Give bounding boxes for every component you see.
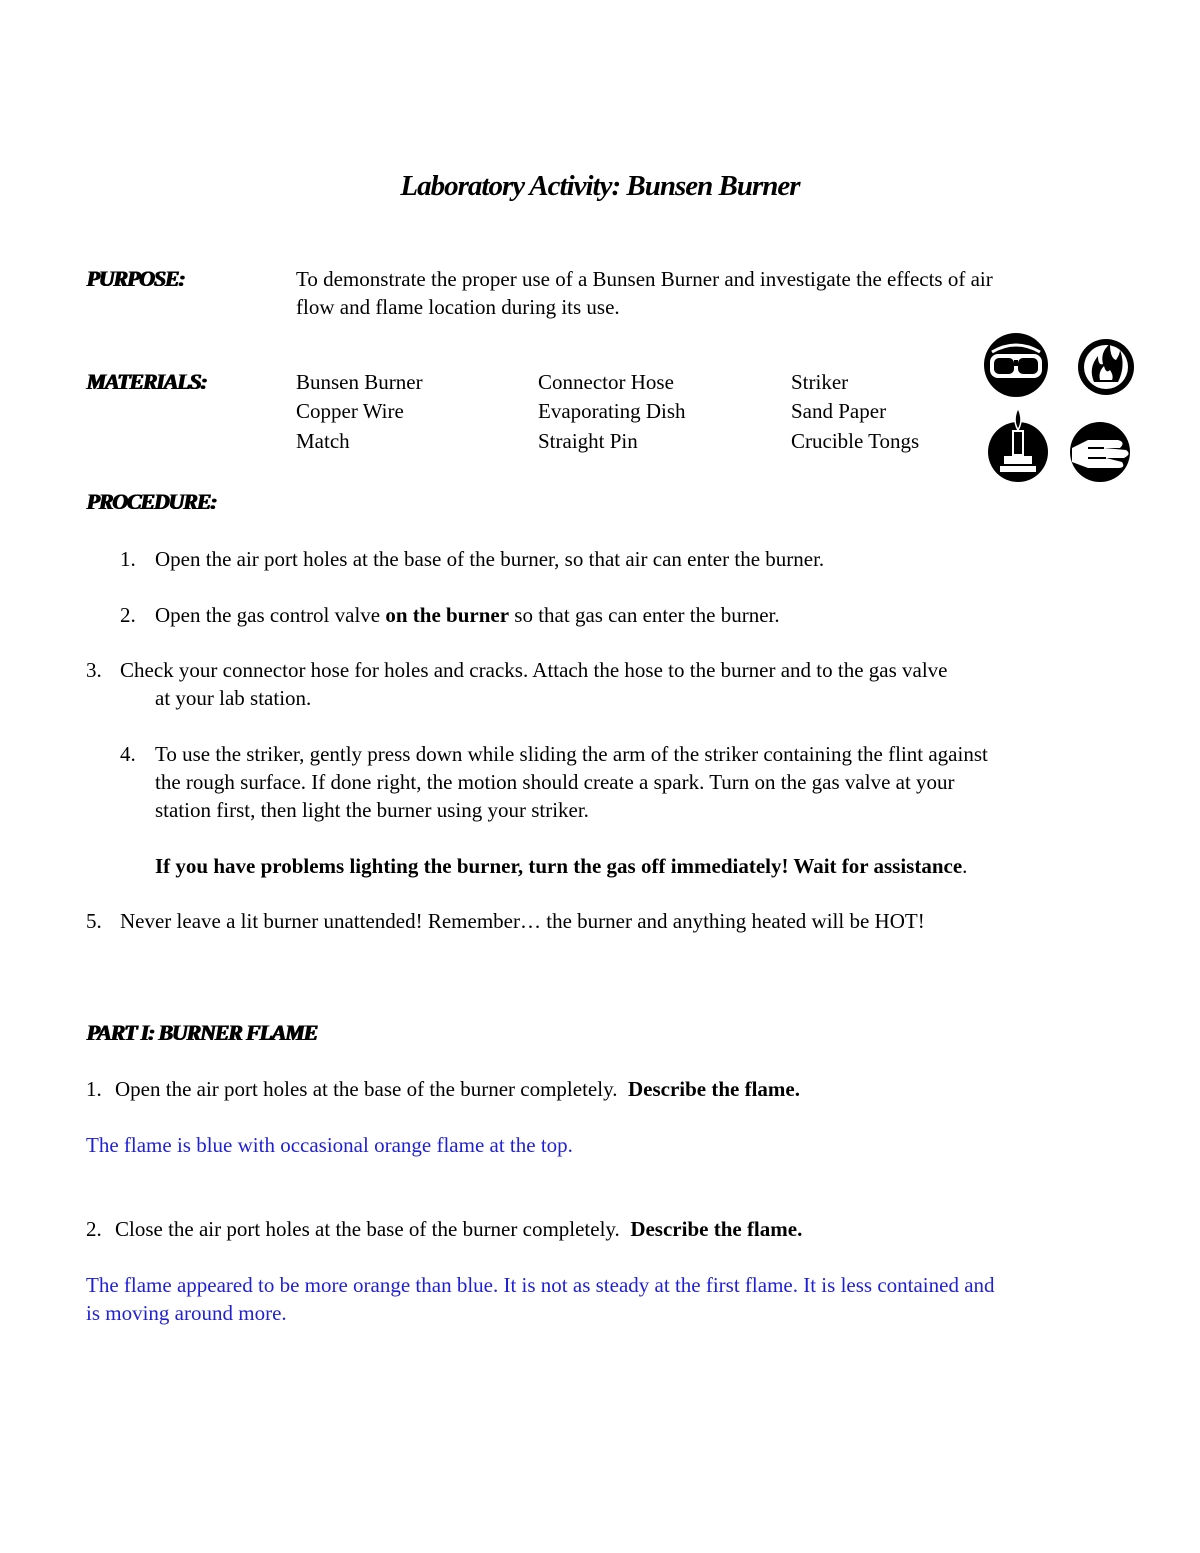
part1-question-2 — [86, 1215, 802, 1243]
step-text: To use the striker, gently press down while sliding the arm of the striker containing the flint against — [155, 742, 988, 766]
hand-protection-icon — [1070, 422, 1130, 482]
procedure-step-4-line-3: station first, then light the burner using your striker. — [155, 798, 589, 822]
step-number: 5. — [86, 909, 102, 933]
procedure-step-4-line-2: the rough surface. If done right, the motion should create a spark. Turn on the gas valve at your — [155, 770, 955, 794]
materials-column-2 — [538, 368, 686, 455]
question-bold: Describe the flame. — [627, 1077, 800, 1101]
flame-burner-icon — [988, 408, 1048, 482]
safety-icons — [980, 330, 1140, 490]
page-title: Laboratory Activity: Bunsen Burner — [400, 170, 800, 202]
procedure-step-1 — [120, 545, 824, 573]
purpose-label: PURPOSE: — [86, 266, 184, 291]
material-item: Straight Pin — [538, 429, 638, 453]
safety-goggles-icon — [984, 333, 1048, 397]
procedure-label: PROCEDURE: — [86, 489, 216, 514]
part1-question-1 — [86, 1075, 800, 1103]
warning-bold: If you have problems lighting the burner, turn the gas off immediately! Wait for assistance — [155, 854, 963, 878]
warning-text — [155, 852, 967, 880]
step-number: 2. — [120, 603, 136, 627]
question-bold: Describe the flame. — [630, 1217, 803, 1241]
procedure-step-4 — [120, 740, 988, 768]
material-item: Match — [296, 429, 350, 453]
materials-column-3 — [791, 368, 919, 455]
procedure-step-3-cont: at your lab station. — [155, 686, 312, 710]
purpose-line-1: To demonstrate the proper use of a Bunsen Burner and investigate the effects of air — [296, 267, 993, 291]
materials-label: MATERIALS: — [86, 369, 207, 394]
material-item: Striker — [791, 370, 849, 394]
question-number: 2. — [86, 1217, 102, 1241]
part1-label: PART I: BURNER FLAME — [86, 1020, 317, 1045]
step-bold-text: on the burner — [385, 603, 510, 627]
part1-answer-1: The flame is blue with occasional orange flame at the top. — [86, 1133, 573, 1157]
procedure-step-5 — [86, 907, 925, 935]
fire-hazard-icon — [1078, 339, 1134, 395]
material-item: Connector Hose — [538, 370, 674, 394]
question-number: 1. — [86, 1077, 102, 1101]
material-item: Crucible Tongs — [791, 429, 920, 453]
procedure-step-2 — [120, 601, 780, 629]
material-item: Bunsen Burner — [296, 370, 423, 394]
procedure-step-3 — [86, 656, 947, 684]
material-item: Copper Wire — [296, 399, 404, 423]
question-text: Open the air port holes at the base of the burner completely. — [115, 1077, 628, 1101]
warning-period: . — [962, 854, 968, 878]
step-text: Open the air port holes at the base of the burner, so that air can enter the burner. — [155, 547, 825, 571]
step-text: Check your connector hose for holes and cracks. Attach the hose to the burner and to the gas valve — [120, 658, 948, 682]
question-text: Close the air port holes at the base of the burner completely. — [115, 1217, 631, 1241]
part1-answer-2-line-2: is moving around more. — [86, 1301, 287, 1325]
step-text: so that gas can enter the burner. — [509, 603, 780, 627]
material-item: Sand Paper — [791, 399, 887, 423]
material-item: Evaporating Dish — [538, 399, 686, 423]
step-text: Open the gas control valve — [155, 603, 386, 627]
step-text: Never leave a lit burner unattended! Remember… the burner and anything heated will be HOT! — [120, 909, 925, 933]
step-number: 4. — [120, 742, 136, 766]
purpose-line-2: flow and flame location during its use. — [296, 295, 620, 319]
materials-column-1 — [296, 368, 423, 455]
part1-answer-2-line-1: The flame appeared to be more orange than blue. It is not as steady at the first flame. It is less contained and — [86, 1273, 995, 1297]
step-number: 1. — [120, 547, 136, 571]
step-number: 3. — [86, 658, 102, 682]
